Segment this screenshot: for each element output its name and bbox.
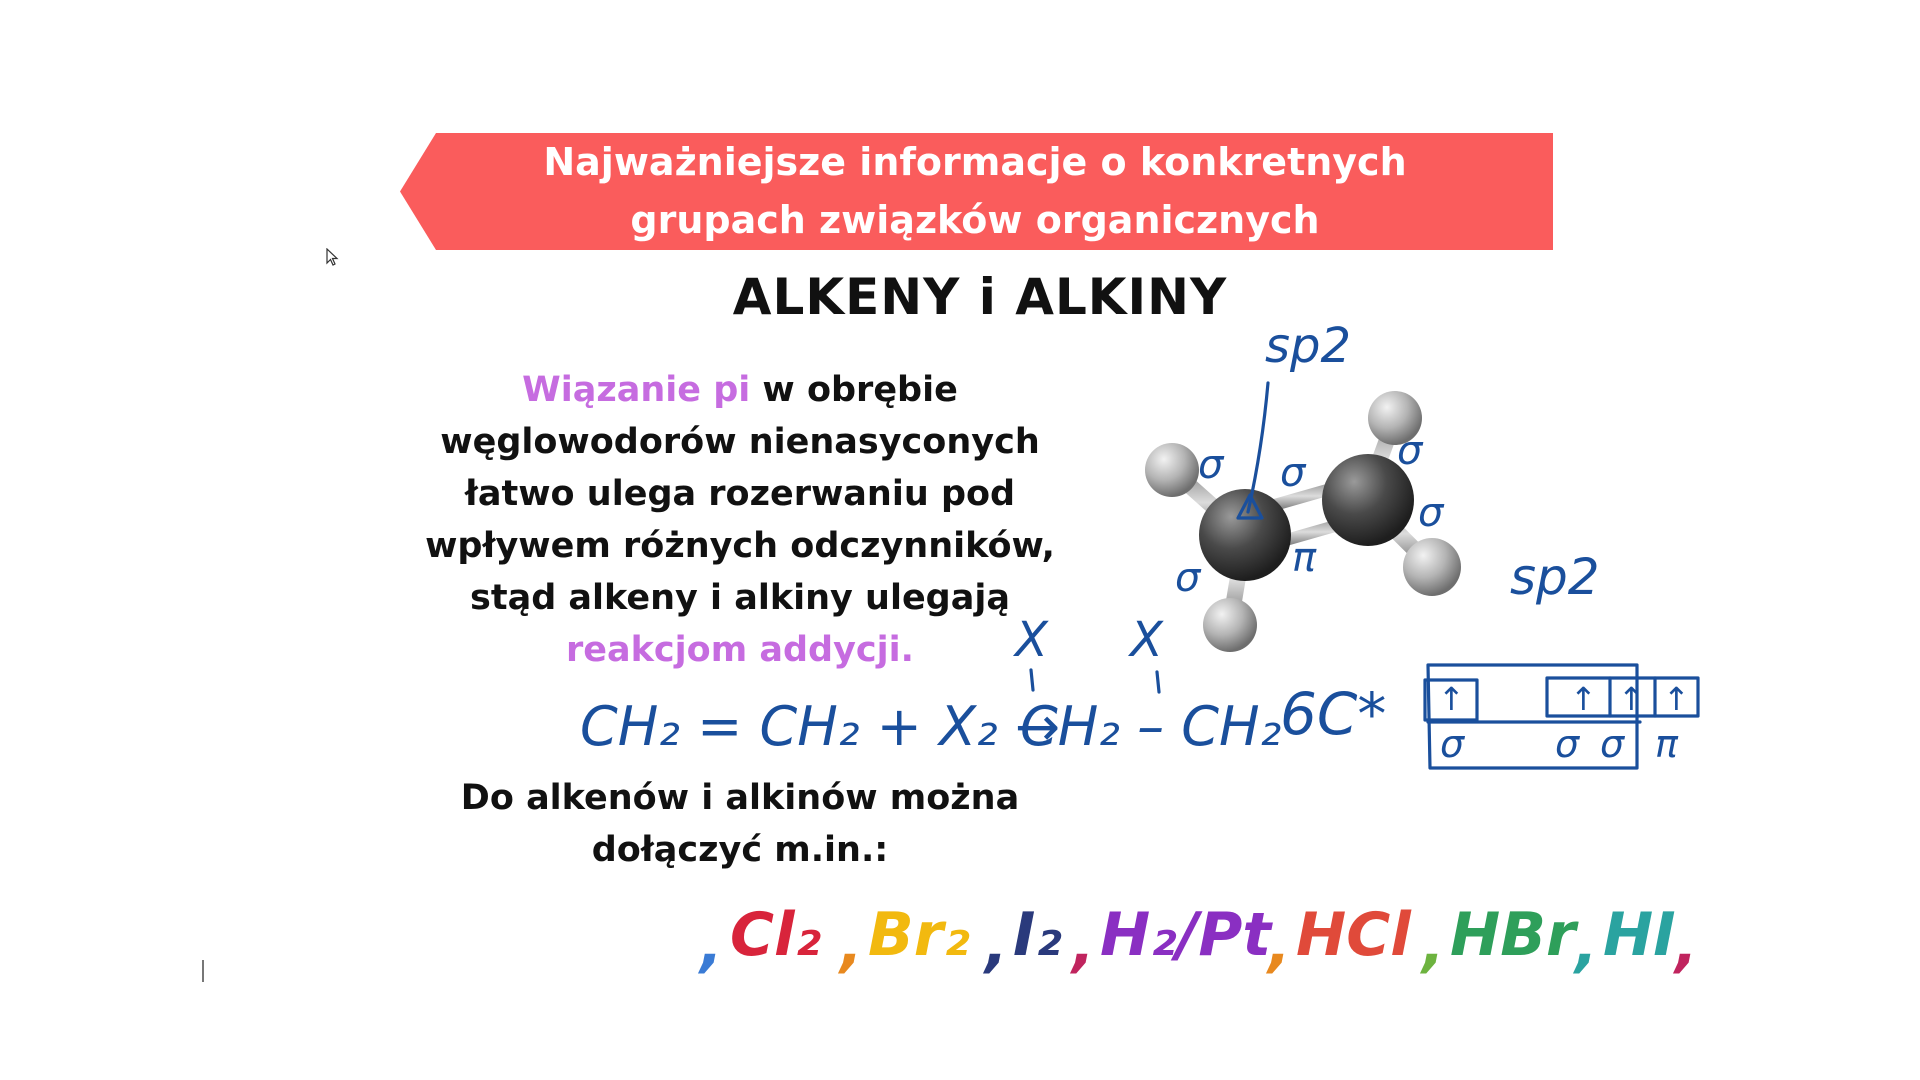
orbital-sigma-1: σ xyxy=(1440,722,1465,766)
excited-carbon-label: 6C* xyxy=(1280,680,1387,748)
mouse-cursor-icon xyxy=(326,248,340,272)
pi-label: π xyxy=(1292,535,1317,581)
paragraph-body: w obrębie węglowodorów nienasyconych łatwo ulega rozerwaniu pod wpływem różnych odczynników, stąd alkeny i alkiny ulegają xyxy=(425,370,1055,618)
orbital-sigma-2: σ xyxy=(1555,722,1580,766)
x-label-left: X xyxy=(1015,612,1048,668)
orbital-pi: π xyxy=(1655,722,1678,766)
equation-right: CH₂ – CH₂ xyxy=(1020,695,1282,758)
reagent-separator: , xyxy=(1072,910,1095,980)
slide-title: ALKENY i ALKINY xyxy=(732,268,1228,326)
sigma-label-1: σ xyxy=(1198,442,1224,488)
banner-text: Najważniejsze informacje o konkretnych grupach związków organicznych xyxy=(543,140,1407,242)
reagent-separator: , xyxy=(1268,910,1291,980)
text-caret xyxy=(202,960,204,982)
orbital-arrow-1: ↑ xyxy=(1438,680,1465,718)
sp2-annotation-top: sp2 xyxy=(1265,318,1352,374)
reagent-separator: , xyxy=(840,910,863,980)
reagent-item: I₂ xyxy=(1013,900,1062,970)
addition-paragraph: Do alkenów i alkinów można dołączyć m.in.: xyxy=(460,778,1020,870)
sigma-label-4: σ xyxy=(1418,490,1444,536)
reagent-item: HI xyxy=(1603,900,1676,970)
sigma-label-2: σ xyxy=(1280,450,1306,496)
equation-left: CH₂ = CH₂ + X₂ → xyxy=(580,695,1061,758)
accent-pi-bond: Wiązanie pi xyxy=(522,370,751,410)
sigma-label-3: σ xyxy=(1397,428,1423,474)
reagent-separator: , xyxy=(985,910,1008,980)
sigma-label-5: σ xyxy=(1175,555,1201,601)
reagent-item: HCl xyxy=(1296,900,1411,970)
orbital-arrow-3: ↑ xyxy=(1618,680,1645,718)
orbital-sigma-3: σ xyxy=(1600,722,1625,766)
reagent-separator: , xyxy=(1675,910,1698,980)
orbital-arrow-2: ↑ xyxy=(1570,680,1597,718)
reagent-item: HBr xyxy=(1450,900,1576,970)
reagent-separator: , xyxy=(1422,910,1445,980)
reagent-separator: , xyxy=(700,910,723,980)
orbital-arrow-4: ↑ xyxy=(1663,680,1690,718)
reagent-separator: , xyxy=(1575,910,1598,980)
sp2-annotation-right: sp2 xyxy=(1510,548,1600,606)
accent-addition-reactions: reakcjom addycji. xyxy=(566,630,914,670)
x-label-right: X xyxy=(1130,612,1163,668)
reagent-item: Br₂ xyxy=(868,900,970,970)
reagent-item: H₂/Pt xyxy=(1100,900,1272,970)
reagent-item: Cl₂ xyxy=(730,900,821,970)
